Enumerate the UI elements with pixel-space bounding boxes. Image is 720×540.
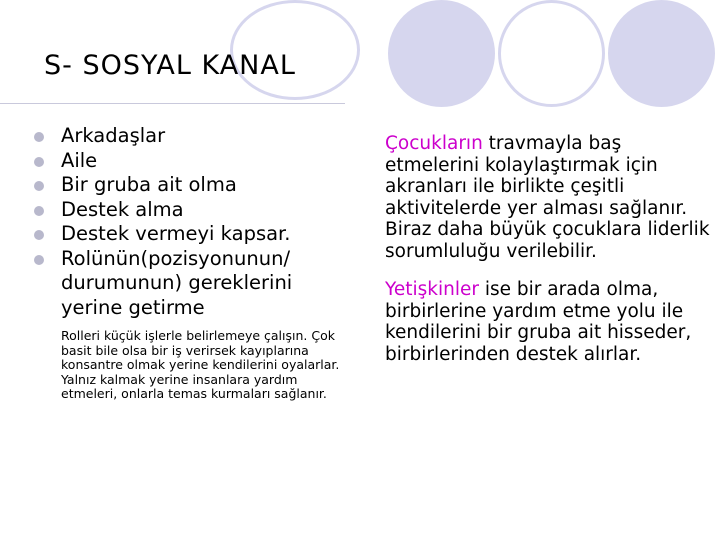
note-text: Rolleri küçük işlerle belirlemeye çalışın. Çok basit bile olsa bir iş verirsek kayıplarına konsantre olmak yerine kendilerini oyalarlar. Yalnız kalmak yerine insanlara yardım etmeleri, onlarla temas kurmaları sağlanır.: [61, 328, 340, 401]
list-item: Arkadaşlar: [34, 124, 354, 149]
left-column: [34, 124, 354, 402]
highlight-children: Çocukların: [385, 133, 483, 154]
decor-circle-2: [498, 0, 605, 107]
title-underline: [0, 103, 345, 104]
bullet-list: [34, 124, 354, 320]
paragraph-body: travmayla baş etmelerini kolaylaştırmak için akranları ile birlikte çeşitli aktivitelerde yer alması sağlanır. Biraz daha büyük çocuklara liderlik sorumluluğu verilebilir.: [385, 133, 710, 262]
paragraph-body: ise bir arada olma, birbirlerine yardım etme yolu ile kendilerini bir gruba ait hisseder, birbirlerinden destek alırlar.: [385, 279, 692, 365]
paragraph-adults: [385, 279, 717, 365]
list-item: Aile: [34, 149, 354, 174]
decor-circle-1: [388, 0, 495, 107]
list-item: Destek vermeyi kapsar.: [34, 222, 354, 247]
list-item: Destek alma: [34, 198, 354, 223]
list-item: Rolünün(pozisyonunun/ durumunun) gereklerini yerine getirme: [34, 247, 354, 321]
decor-circle-3: [608, 0, 715, 107]
right-column: [385, 133, 717, 365]
paragraph-children: [385, 133, 717, 262]
list-item: Bir gruba ait olma: [34, 173, 354, 198]
highlight-adults: Yetişkinler: [385, 279, 479, 300]
page-title: S- SOSYAL KANAL: [44, 50, 296, 81]
